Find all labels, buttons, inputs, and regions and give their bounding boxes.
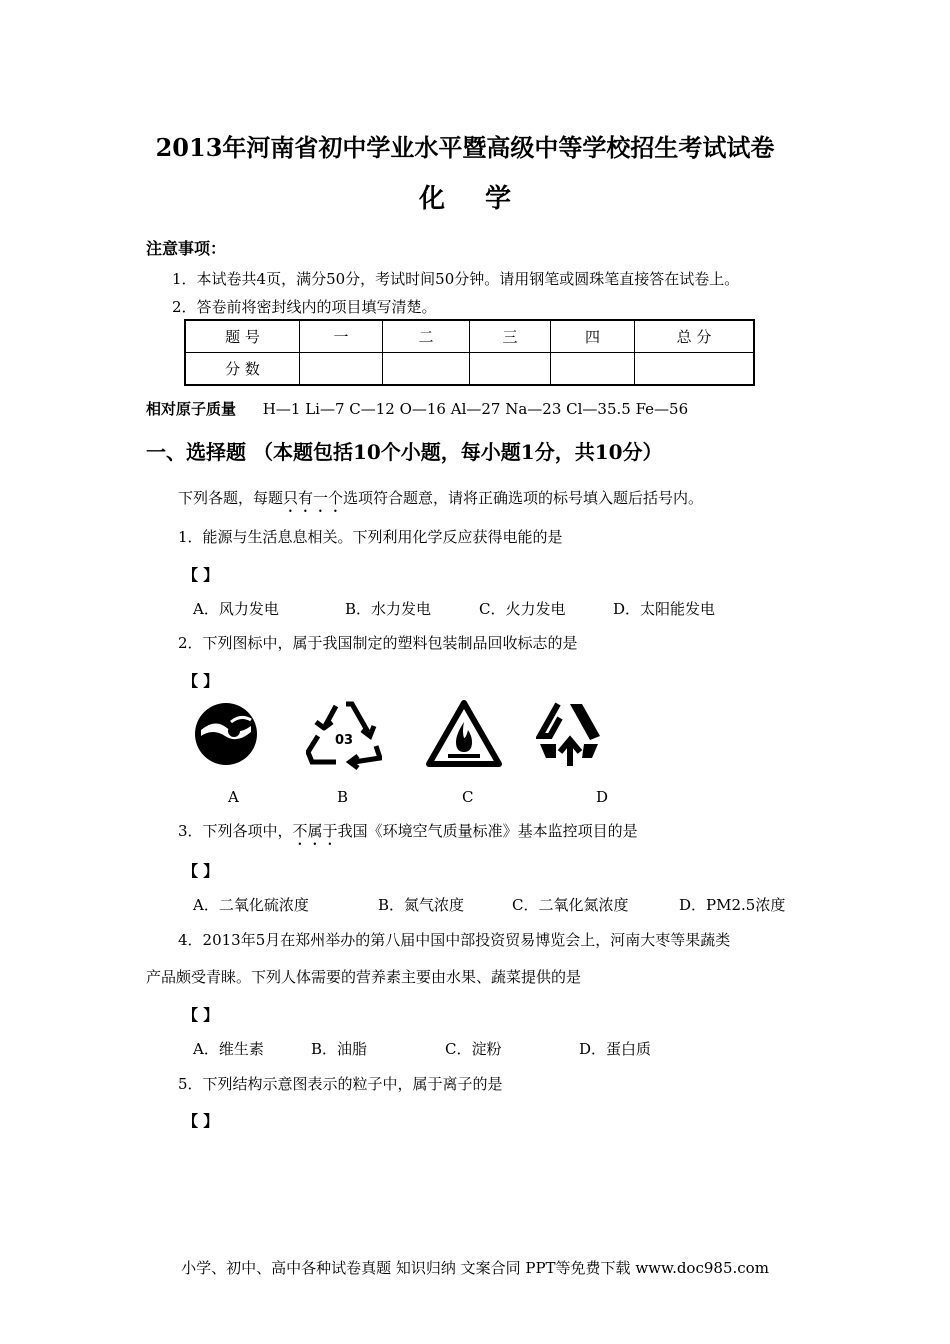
score-header-cell: 一 <box>300 320 383 353</box>
answer-bracket[interactable]: 【 】 <box>183 1112 219 1130</box>
score-row-label: 分 数 <box>185 353 300 386</box>
answer-bracket[interactable]: 【 】 <box>183 862 219 880</box>
section1-instruction <box>178 487 703 516</box>
icon-label-a: A <box>228 788 239 806</box>
score-table <box>184 319 755 386</box>
option-c: C．淀粉 <box>445 1040 502 1058</box>
question-3-stem <box>178 820 638 849</box>
flammable-warning-icon <box>426 700 502 768</box>
score-table-score-row <box>185 353 754 386</box>
score-header-cell: 三 <box>470 320 551 353</box>
atomic-mass-values: H—1 Li—7 C—12 O—16 Al—27 Na—23 Cl—35.5 Fe—56 <box>262 400 689 418</box>
note-item-1: 1．本试卷共4页，满分50分，考试时间50分钟。请用钢笔或圆珠笔直接答在试卷上。 <box>172 270 740 288</box>
icon-label-b: B <box>337 788 349 806</box>
answer-bracket[interactable]: 【 】 <box>183 566 219 584</box>
option-a: A．风力发电 <box>193 600 279 618</box>
score-header-cell: 二 <box>383 320 470 353</box>
option-b: B．油脂 <box>311 1040 368 1058</box>
score-header-cell: 题 号 <box>185 320 300 353</box>
option-b: B．水力发电 <box>345 600 432 618</box>
option-b: B．氮气浓度 <box>378 896 465 914</box>
score-cell[interactable] <box>383 353 470 386</box>
recycle-arrows-icon <box>536 700 604 770</box>
question-4-stem-line1: 4．2013年5月在郑州举办的第八届中国中部投资贸易博览会上，河南大枣等果蔬类 <box>178 931 731 949</box>
instruction-emphasis: 只有一个 <box>283 489 344 507</box>
icon-label-c: C <box>462 788 474 806</box>
answer-bracket[interactable]: 【 】 <box>183 1006 219 1024</box>
question-3-text: 3．下列各项中， <box>178 822 293 840</box>
question-3-text: 我国《环境空气质量标准》基本监控项目的是 <box>337 822 638 840</box>
option-c: C．火力发电 <box>479 600 566 618</box>
score-header-cell: 四 <box>551 320 635 353</box>
subject-title: 化学 <box>418 184 551 214</box>
icon-label-d: D <box>596 788 609 806</box>
score-cell[interactable] <box>300 353 383 386</box>
atomic-mass-label: 相对原子质量 <box>146 400 237 418</box>
section1-heading: 一、选择题 （本题包括10个小题，每小题1分，共10分） <box>146 440 663 464</box>
instruction-text: 下列各题，每题 <box>178 489 284 507</box>
score-header-cell: 总 分 <box>635 320 755 353</box>
exam-title: 2013年河南省初中学业水平暨高级中等学校招生考试试卷 <box>155 133 775 162</box>
score-cell[interactable] <box>635 353 755 386</box>
option-d: D．蛋白质 <box>579 1040 652 1058</box>
atomic-mass-line <box>146 398 688 419</box>
notes-heading: 注意事项： <box>146 239 227 258</box>
instruction-text: 选项符合题意，请将正确选项的标号填入题后括号内。 <box>343 489 704 507</box>
icon-b-number: 03 <box>334 733 354 748</box>
question-4-stem-line2: 产品颇受青睐。下列人体需要的营养素主要由水果、蔬菜提供的是 <box>146 968 582 986</box>
answer-bracket[interactable]: 【 】 <box>183 672 219 690</box>
option-a: A．二氧化硫浓度 <box>193 896 309 914</box>
note-item-2: 2．答卷前将密封线内的项目填写清楚。 <box>172 298 437 316</box>
question-1-stem: 1．能源与生活息息相关。下列利用化学反应获得电能的是 <box>178 528 563 546</box>
option-d: D．太阳能发电 <box>613 600 716 618</box>
score-cell[interactable] <box>470 353 551 386</box>
water-drop-recycle-icon <box>193 700 259 768</box>
page-footer: 小学、初中、高中各种试卷真题 知识归纳 文案合同 PPT等免费下载 www.doc985.com <box>181 1259 769 1277</box>
score-cell[interactable] <box>551 353 635 386</box>
question-3-emphasis: 不属于 <box>292 822 338 840</box>
score-table-header-row <box>185 320 754 353</box>
question-2-stem: 2．下列图标中，属于我国制定的塑料包装制品回收标志的是 <box>178 634 578 652</box>
question-5-stem: 5．下列结构示意图表示的粒子中，属于离子的是 <box>178 1075 503 1093</box>
option-c: C．二氧化氮浓度 <box>512 896 629 914</box>
option-d: D．PM2.5浓度 <box>679 896 786 914</box>
option-a: A．维生素 <box>193 1040 264 1058</box>
recycle-triangle-03-icon <box>306 700 382 770</box>
